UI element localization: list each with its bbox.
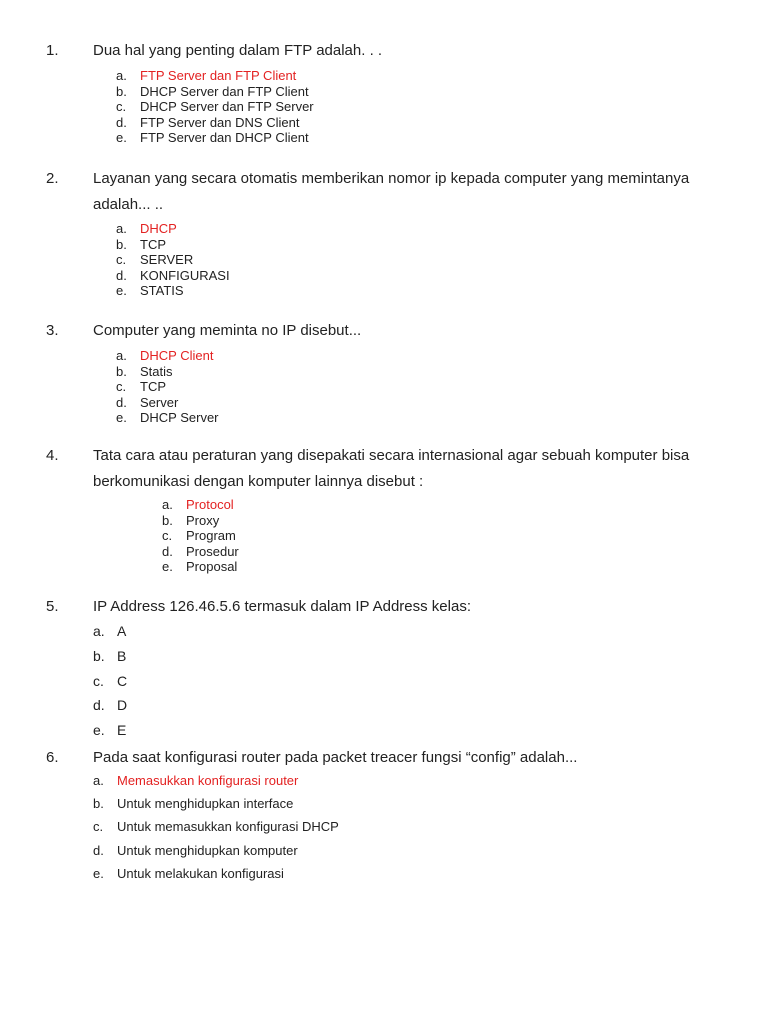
question-number: 4. [46, 447, 59, 464]
question-number: 5. [46, 598, 59, 615]
question-number: 6. [46, 749, 59, 766]
question-text: Tata cara atau peraturan yang disepakati secara internasional agar sebuah komputer bisa berkomunikasi dengan komputer lainnya disebut : [93, 447, 690, 490]
question-number: 1. [46, 42, 59, 59]
question-text: Dua hal yang penting dalam FTP adalah. . . [93, 42, 383, 59]
question-text: Pada saat konfigurasi router pada packet treacer fungsi “config” adalah... [93, 749, 578, 766]
question-text: Computer yang meminta no IP disebut... [93, 322, 362, 339]
question-number: 3. [46, 322, 59, 339]
question-number: 2. [46, 170, 59, 187]
question-text: IP Address 126.46.5.6 termasuk dalam IP Address kelas: [93, 598, 471, 615]
question-text: Layanan yang secara otomatis memberikan nomor ip kepada computer yang memintanya adalah... .. [93, 170, 690, 213]
